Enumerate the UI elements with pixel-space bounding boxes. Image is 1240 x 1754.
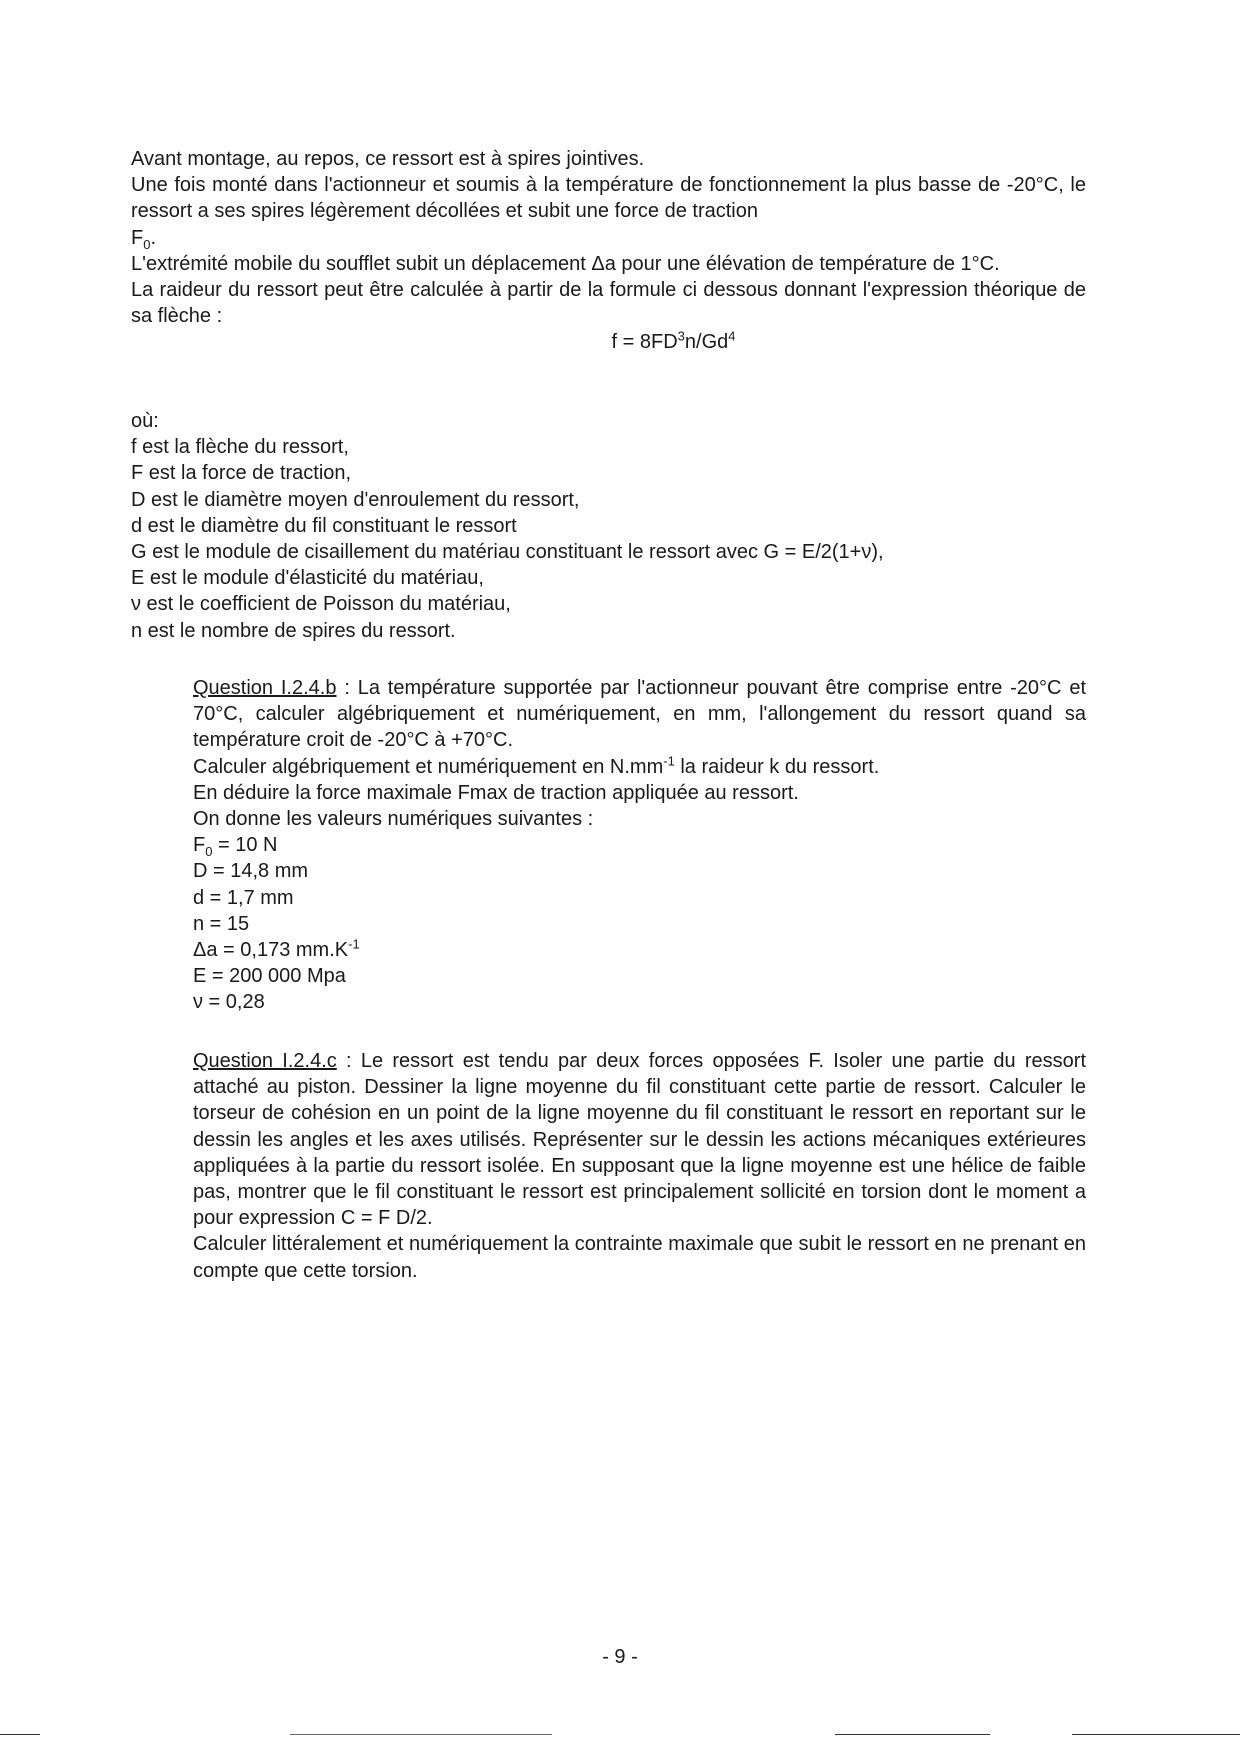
intro-paragraph-4: La raideur du ressort peut être calculée à partir de la formule ci dessous donnant l'expression théorique de sa flèche : [131, 279, 1086, 328]
footer-scan-line [290, 1734, 552, 1735]
definition-item: n est le nombre de spires du ressort. [131, 619, 456, 642]
definition-item: G est le module de cisaillement du matériau constituant le ressort avec G = E/2(1+ν), [131, 541, 884, 564]
question-b-text: : La température supportée par l'actionneur pouvant être comprise entre -20°C et 70°C, calculer algébriquement et numériquement, en mm, l'allongement du ressort quand sa température croit de -20°C à +70°C. [193, 677, 1087, 752]
formula-lhs: f = 8FD [611, 331, 678, 354]
question-b-line-3: En déduire la force maximale Fmax de traction appliquée au ressort. [193, 781, 799, 804]
value-f0-symbol: F [193, 834, 206, 857]
f0-subscript: 0 [143, 236, 151, 252]
question-c-section [193, 1048, 1086, 1284]
value-delta-a-exponent: -1 [348, 936, 360, 952]
value-E: E = 200 000 Mpa [193, 965, 346, 988]
definition-item: f est la flèche du ressort, [131, 436, 349, 459]
question-b-line-2-end: la raideur k du ressort. [674, 755, 880, 778]
value-n: n = 15 [193, 912, 250, 935]
question-b-line-2-text: Calculer algébriquement et numériquement en N.mm [193, 755, 664, 778]
formula-mid: n/Gd [684, 331, 729, 354]
formula-exponent-4: 4 [728, 328, 736, 344]
value-f0-subscript: 0 [205, 844, 213, 860]
f0-symbol: F [131, 226, 144, 249]
footer-scan-line [835, 1734, 990, 1735]
f0-period: . [150, 226, 157, 249]
intro-section [131, 146, 1086, 356]
intro-paragraph-2 [131, 172, 1086, 251]
value-D: D = 14,8 mm [193, 860, 309, 883]
question-c-title: Question I.2.4.c [193, 1050, 337, 1072]
value-delta-a-text: Δa = 0,173 mm.K [193, 939, 349, 962]
intro-paragraph-3: L'extrémité mobile du soufflet subit un déplacement Δa pour une élévation de température de 1°C. [131, 252, 1000, 275]
page-number: - 9 - [602, 1646, 638, 1668]
question-c-paragraph [193, 1048, 1086, 1231]
definition-item: D est le diamètre moyen d'enroulement du ressort, [131, 488, 580, 511]
value-f0-value: = 10 N [212, 834, 278, 857]
intro-line-1: Avant montage, au repos, ce ressort est à spires jointives. [131, 148, 645, 170]
question-b-paragraph [193, 675, 1086, 754]
definition-item: d est le diamètre du fil constituant le ressort [131, 514, 517, 537]
value-nu: ν = 0,28 [193, 991, 265, 1014]
question-b-title: Question I.2.4.b [193, 677, 337, 699]
formula-exponent-3: 3 [677, 328, 685, 344]
spring-deflection-formula [131, 329, 1086, 355]
definition-item: E est le module d'élasticité du matériau, [131, 567, 484, 590]
question-c-paragraph-2: Calculer littéralement et numériquement la contrainte maximale que subit le ressort en ne prenant en compte que cette torsion. [193, 1233, 1086, 1282]
question-b-line-2 [193, 754, 1086, 780]
question-b-section [193, 675, 1086, 1016]
definition-item: F est la force de traction, [131, 462, 352, 485]
value-delta-a [193, 937, 1086, 963]
value-f0 [193, 832, 1086, 858]
footer-scan-line [1072, 1734, 1240, 1735]
question-b-line-4: On donne les valeurs numériques suivantes : [193, 808, 594, 831]
value-d: d = 1,7 mm [193, 886, 294, 909]
unit-exponent: -1 [663, 752, 675, 768]
definitions-intro: où: [131, 410, 159, 432]
question-c-text: : Le ressort est tendu par deux forces opposées F. Isoler une partie du ressort attaché au piston. Dessiner la ligne moyenne du fil constituant cette partie de ressort. Calculer le torseur de cohésion en un point de la ligne moyenne du fil constituant le ressort en reportant sur le dessin les angles et les axes utilisés. Représenter sur le dessin les actions mécaniques extérieures appliquées à la partie du ressort isolée. En supposant que la ligne moyenne est une hélice de faible pas, montrer que le fil constituant le ressort est principalement sollicité en torsion dont le moment a pour expression C = F D/2. [193, 1050, 1086, 1230]
intro-paragraph-2-text: Une fois monté dans l'actionneur et soumis à la température de fonctionnement la plus basse de -20°C, le ressort a ses spires légèrement décollées et subit une force de traction [131, 174, 1086, 223]
definitions-list [131, 408, 1086, 644]
definition-item: ν est le coefficient de Poisson du matériau, [131, 593, 511, 616]
footer-scan-line [0, 1734, 40, 1735]
